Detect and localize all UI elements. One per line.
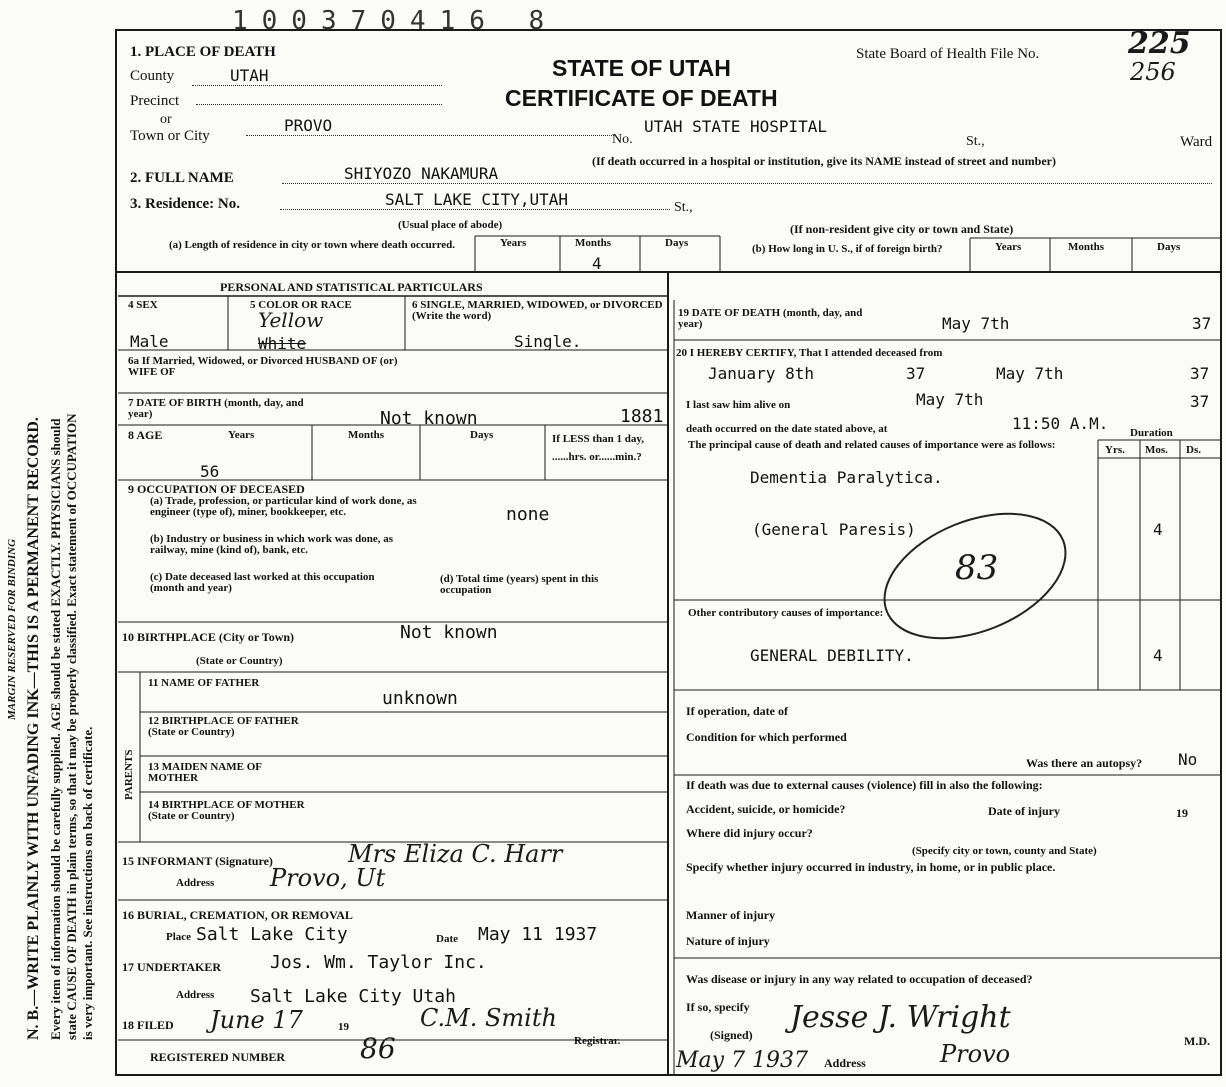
dob-year: 1881 [620, 406, 664, 427]
name-label: 2. FULL NAME [130, 170, 234, 186]
town-label: Town or City [130, 128, 210, 144]
undertaker-address-label: Address [176, 989, 215, 1001]
informant-label: 15 INFORMANT (Signature) [122, 854, 273, 868]
birthplace-state-label: (State or Country) [196, 655, 283, 667]
undertaker-value: Jos. Wm. Taylor Inc. [270, 952, 487, 973]
certify-label: 20 I HEREBY CERTIFY, That I attended deceased from [676, 347, 943, 359]
external-label: If death was due to external causes (violence) fill in also the following: [686, 778, 1043, 792]
age-label: 8 AGE [128, 428, 163, 442]
side-note-4: is very important. See instructions on back of certificate. [80, 726, 95, 1040]
attend-from: January 8th [708, 364, 814, 383]
name-value: SHIYOZO NAKAMURA [282, 164, 1212, 184]
operation-label: If operation, date of [686, 704, 788, 718]
burial-place-label: Place [166, 931, 192, 943]
occupation-value: none [506, 504, 550, 525]
specify-label: Specify whether injury occurred in industry, in home, or in public place. [686, 860, 1056, 874]
age-years-label: Years [228, 429, 255, 441]
where-hint: (Specify city or town, county and State) [912, 845, 1097, 857]
personal-heading: PERSONAL AND STATISTICAL PARTICULARS [220, 280, 483, 294]
contrib-months: 4 [1153, 646, 1163, 665]
condition-label: Condition for which performed [686, 730, 847, 744]
last-saw-year: 37 [1190, 392, 1210, 411]
filed-label: 18 FILED [122, 1018, 174, 1032]
residence-months-label: Months [575, 237, 612, 249]
contrib-label: Other contributory causes of importance: [688, 607, 884, 619]
sex-value: Male [130, 332, 169, 351]
parents-label: PARENTS [123, 749, 135, 800]
manner-label: Manner of injury [686, 908, 776, 922]
institution-value: UTAH STATE HOSPITAL [644, 117, 828, 136]
side-note-2: Every item of information should be carefully supplied. AGE should be stated EXACTLY. PHYSICIANS should [48, 418, 63, 1040]
father-value: unknown [382, 688, 458, 709]
related-label: Was disease or injury in any way related to occupation of deceased? [686, 972, 1033, 986]
registrar-signature: C.M. Smith [420, 1004, 557, 1032]
age-value: 56 [200, 462, 220, 481]
cause-1: Dementia Paralytica. [750, 468, 943, 487]
ward-label: Ward [1180, 134, 1213, 150]
occupation-d-label: (d) Total time (years) spent in this occupation [440, 573, 599, 596]
contrib-value: GENERAL DEBILITY. [750, 646, 914, 665]
injury-year-label: 19 [1176, 806, 1188, 820]
dod-label: 19 DATE OF DEATH (month, day, and year) [678, 307, 863, 330]
town-value: PROVO [246, 116, 616, 136]
us-days-label: Days [1157, 241, 1181, 253]
residence-value: SALT LAKE CITY,UTAH [280, 190, 670, 210]
residence-st: St., [674, 200, 693, 215]
place-hint: (If death occurred in a hospital or institution, give its NAME instead of street and number) [592, 154, 1057, 168]
residence-days-label: Days [665, 237, 689, 249]
nature-label: Nature of injury [686, 934, 770, 948]
margin-note: MARGIN RESERVED FOR BINDING [6, 538, 18, 720]
informant-address-label: Address [176, 877, 215, 889]
attend-to-year: 37 [1190, 364, 1210, 383]
attend-from-year: 37 [906, 364, 926, 383]
color-hand-value: Yellow [258, 308, 324, 332]
spouse-label: 6a If Married, Widowed, or Divorced HUSBAND OF (or) WIFE OF [128, 355, 398, 378]
where-label: Where did injury occur? [686, 826, 813, 840]
mos-label: Mos. [1145, 444, 1168, 456]
accident-label: Accident, suicide, or homicide? [686, 802, 846, 816]
physician-signature: Jesse J. Wright [790, 1000, 1011, 1035]
cause-label: The principal cause of death and related causes of importance were as follows: [688, 439, 1056, 451]
side-note-3: state CAUSE OF DEATH in plain terms, so that it may be properly classified. Exact statement of OCCUPATION [64, 413, 79, 1040]
dod-year: 37 [1192, 314, 1212, 333]
file-number-1: 225 [1128, 26, 1191, 61]
color-typed-value: White [258, 334, 307, 353]
occupation-c-label: (c) Date deceased last worked at this occupation (month and year) [150, 571, 375, 594]
father-birthplace-label: 12 BIRTHPLACE OF FATHER (State or Country) [148, 715, 299, 738]
file-number-2: 256 [1130, 58, 1176, 86]
side-note-1: N. B.—WRITE PLAINLY WITH UNFADING INK—THIS IS A PERMANENT RECORD. [25, 417, 42, 1040]
dob-label: 7 DATE OF BIRTH (month, day, and year) [128, 397, 304, 420]
residence-years-label: Years [500, 237, 527, 249]
occupation-b-label: (b) Industry or business in which work was done, as railway, mine (kind of), bank, etc. [150, 533, 394, 556]
informant-signature: Mrs Eliza C. Harr [348, 840, 563, 868]
informant-address: Provo, Ut [270, 864, 386, 892]
filed-year-label: 19 [338, 1021, 349, 1033]
certificate-title: CERTIFICATE OF DEATH [505, 85, 778, 111]
autopsy-label: Was there an autopsy? [1026, 756, 1143, 770]
signed-label: (Signed) [710, 1028, 753, 1042]
age-less-label: If LESS than 1 day, ......hrs. or......min.? [552, 433, 645, 463]
certificate-number: 100370416 8 [232, 6, 559, 36]
duration-label: Duration [1130, 427, 1173, 439]
ds-label: Ds. [1186, 444, 1201, 456]
autopsy-value: No [1178, 750, 1198, 769]
undertaker-address: Salt Lake City Utah [250, 986, 456, 1007]
birthplace-value: Not known [400, 622, 498, 643]
st-label: St., [966, 134, 985, 149]
yrs-label: Yrs. [1105, 444, 1125, 456]
mother-birthplace-label: 14 BIRTHPLACE OF MOTHER (State or Country) [148, 799, 305, 822]
attend-to: May 7th [996, 364, 1064, 383]
mother-label: 13 MAIDEN NAME OF MOTHER [148, 761, 262, 784]
last-saw-label: I last saw him alive on [686, 399, 791, 411]
occupation-heading: 9 OCCUPATION OF DECEASED [128, 482, 305, 496]
marital-value: Single. [514, 332, 582, 351]
dob-value: Not known [380, 408, 478, 429]
residence-length-label: (a) Length of residence in city or town where death occurred. [168, 239, 456, 251]
dod-value: May 7th [942, 314, 1010, 333]
age-months-label: Months [348, 429, 385, 441]
state-title: STATE OF UTAH [552, 55, 731, 81]
undertaker-label: 17 UNDERTAKER [122, 960, 222, 974]
burial-date: May 11 1937 [478, 924, 598, 945]
precinct-label: Precinct [130, 93, 180, 109]
reg-number-value: 86 [360, 1032, 396, 1065]
us-length-label: (b) How long in U. S., if of foreign birth? [752, 243, 943, 255]
physician-address-label: Address [824, 1056, 866, 1070]
color-label: 5 COLOR OR RACE [250, 299, 352, 311]
residence-months-value: 4 [592, 254, 602, 273]
death-time: 11:50 A.M. [1012, 414, 1109, 433]
residence-label: 3. Residence: No. [130, 196, 240, 212]
age-days-label: Days [470, 429, 494, 441]
death-time-label: death occurred on the date stated above, at [686, 423, 888, 435]
burial-label: 16 BURIAL, CREMATION, OR REMOVAL [122, 908, 353, 922]
physician-address: Provo [940, 1040, 1011, 1068]
file-label: State Board of Health File No. [856, 46, 1040, 62]
if-so-label: If so, specify [686, 1000, 750, 1014]
cause-2: (General Paresis) [752, 520, 916, 539]
birthplace-label: 10 BIRTHPLACE (City or Town) [122, 630, 295, 644]
burial-date-label: Date [436, 933, 458, 945]
reg-number-label: REGISTERED NUMBER [150, 1050, 286, 1064]
precinct-value [196, 104, 442, 105]
injury-date-label: Date of injury [988, 804, 1060, 818]
registrar-label: Registrar. [574, 1035, 621, 1047]
cause-code: 83 [955, 548, 999, 588]
cause-2-months: 4 [1153, 520, 1163, 539]
place-heading: 1. PLACE OF DEATH [130, 44, 276, 60]
or-label: or [160, 112, 172, 127]
filed-value: June 17 [210, 1006, 303, 1034]
last-saw-date: May 7th [916, 390, 984, 409]
md-label: M.D. [1184, 1034, 1210, 1048]
us-years-label: Years [995, 241, 1022, 253]
signature-date: May 7 1937 [676, 1048, 809, 1073]
us-months-label: Months [1068, 241, 1105, 253]
nonres-hint: (If non-resident give city or town and State) [790, 222, 1014, 236]
no-label: No. [612, 132, 633, 147]
county-label: County [130, 68, 175, 84]
usual-abode: (Usual place of abode) [398, 219, 503, 231]
burial-place: Salt Lake City [196, 924, 348, 945]
occupation-a-label: (a) Trade, profession, or particular kind of work done, as engineer (type of), miner, bookkeeper, etc. [150, 495, 417, 518]
marital-label: 6 SINGLE, MARRIED, WIDOWED, or DIVORCED (Write the word) [412, 299, 663, 322]
sex-label: 4 SEX [128, 299, 158, 311]
father-label: 11 NAME OF FATHER [148, 677, 260, 689]
county-value: UTAH [192, 66, 442, 86]
